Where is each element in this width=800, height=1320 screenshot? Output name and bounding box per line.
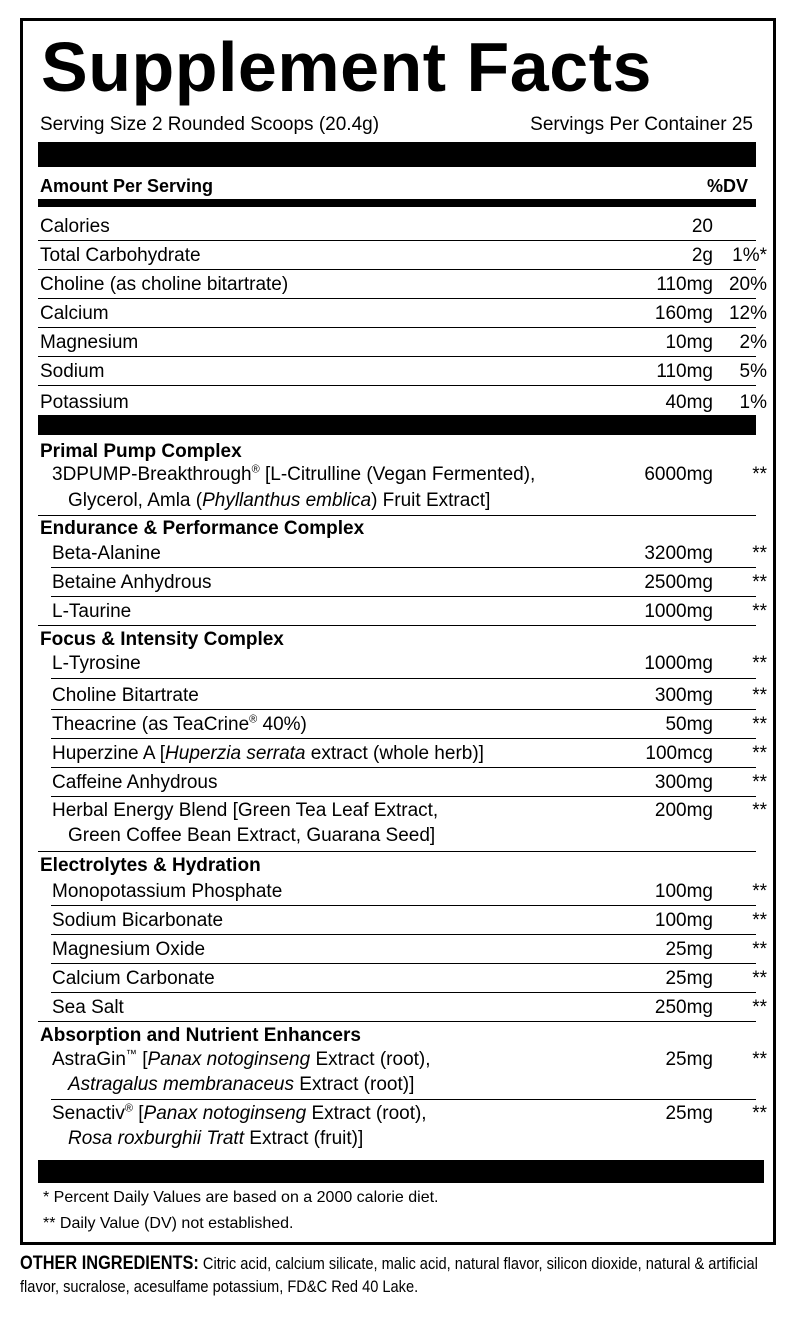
ingredient-dv: ** xyxy=(752,800,767,821)
ingredient-name: L-Tyrosine xyxy=(52,653,141,674)
ingredient-amount: 100mcg xyxy=(645,743,713,764)
ingredient-name: Betaine Anhydrous xyxy=(52,572,212,593)
ingredient-name: L-Taurine xyxy=(52,601,132,622)
ingredient-name-line2: Glycerol, Amla (Phyllanthus emblica) Fruit Extract] xyxy=(68,490,491,511)
ingredient-dv: ** xyxy=(752,714,767,735)
ingredient-amount: 25mg xyxy=(665,1103,713,1124)
amount-per-serving-header: Amount Per Serving xyxy=(40,176,214,196)
ingredient-dv: ** xyxy=(752,1103,767,1124)
nutrient-amount: 20 xyxy=(691,216,713,237)
nutrient-amount: 160mg xyxy=(654,303,713,324)
panel-title: Supplement Facts xyxy=(41,28,652,106)
ingredient-name: Theacrine (as TeaCrine® 40%) xyxy=(52,713,307,735)
ingredient-dv: ** xyxy=(752,685,767,706)
medium-divider xyxy=(38,199,756,207)
ingredient-name: Magnesium Oxide xyxy=(52,939,206,960)
ingredient-name: Monopotassium Phosphate xyxy=(52,881,283,902)
nutrient-name: Magnesium xyxy=(40,332,139,353)
dv-header: %DV xyxy=(706,176,748,196)
nutrient-dv: 12% xyxy=(728,303,767,324)
ingredient-dv: ** xyxy=(752,997,767,1018)
nutrient-dv: 5% xyxy=(739,361,767,382)
ingredient-amount: 200mg xyxy=(654,800,713,821)
ingredient-dv: ** xyxy=(752,572,767,593)
section-title-electrolytes: Electrolytes & Hydration xyxy=(40,855,261,876)
section-divider xyxy=(38,515,756,516)
footnote-percent-dv: * Percent Daily Values are based on a 2000 calorie diet. xyxy=(43,1189,439,1206)
ingredient-name: 3DPUMP-Breakthrough® [L-Citrulline (Vegan Fermented), xyxy=(52,463,536,485)
ingredient-dv: ** xyxy=(752,464,767,485)
servings-per-container: Servings Per Container 25 xyxy=(530,114,753,135)
nutrient-dv: 20% xyxy=(728,274,767,295)
row-divider xyxy=(51,934,756,935)
row-divider xyxy=(38,298,756,299)
row-divider xyxy=(51,567,756,568)
ingredient-amount: 1000mg xyxy=(644,601,713,622)
ingredient-amount: 300mg xyxy=(654,772,713,793)
section-title-endurance: Endurance & Performance Complex xyxy=(40,518,365,539)
ingredient-amount: 2500mg xyxy=(644,572,713,593)
ingredient-amount: 25mg xyxy=(665,968,713,989)
ingredient-amount: 25mg xyxy=(665,939,713,960)
ingredient-name: Senactiv® [Panax notoginseng Extract (root), xyxy=(52,1102,427,1124)
ingredient-amount: 300mg xyxy=(654,685,713,706)
nutrient-name: Sodium xyxy=(40,361,105,382)
ingredient-dv: ** xyxy=(752,601,767,622)
thick-divider xyxy=(38,142,756,167)
ingredient-amount: 3200mg xyxy=(644,543,713,564)
row-divider xyxy=(51,992,756,993)
ingredient-dv: ** xyxy=(752,910,767,931)
ingredient-name-line2: Astragalus membranaceus Extract (root)] xyxy=(68,1074,415,1095)
row-divider xyxy=(51,678,756,679)
ingredient-dv: ** xyxy=(752,743,767,764)
nutrient-name: Total Carbohydrate xyxy=(40,245,201,266)
ingredient-name: Herbal Energy Blend [Green Tea Leaf Extract, xyxy=(52,800,439,821)
ingredient-name: Sea Salt xyxy=(52,997,124,1018)
ingredient-name: Caffeine Anhydrous xyxy=(52,772,218,793)
ingredient-dv: ** xyxy=(752,543,767,564)
serving-size: Serving Size 2 Rounded Scoops (20.4g) xyxy=(40,114,380,135)
nutrient-name: Potassium xyxy=(40,392,129,413)
ingredient-dv: ** xyxy=(752,881,767,902)
ingredient-name: Beta-Alanine xyxy=(52,543,161,564)
supplement-facts-panel xyxy=(20,18,776,1245)
nutrient-dv: 1%* xyxy=(732,245,767,266)
ingredient-name-line2: Green Coffee Bean Extract, Guarana Seed] xyxy=(68,825,436,846)
other-ingredients-text: Citric acid, calcium silicate, malic acid, natural flavor, silicon dioxide, natural & artificial flavor, sucralose, acesulfame potassium, FD&C Red 40 Lake. xyxy=(20,1254,758,1296)
ingredient-amount: 25mg xyxy=(665,1049,713,1070)
row-divider xyxy=(38,385,756,386)
nutrient-amount: 2g xyxy=(691,245,713,266)
nutrient-name: Choline (as choline bitartrate) xyxy=(40,274,289,295)
section-title-primal: Primal Pump Complex xyxy=(40,441,242,462)
ingredient-amount: 100mg xyxy=(654,910,713,931)
nutrient-dv: 2% xyxy=(739,332,767,353)
ingredient-name-line2: Rosa roxburghii Tratt Extract (fruit)] xyxy=(68,1128,364,1149)
row-divider xyxy=(51,905,756,906)
ingredient-name: AstraGin™ [Panax notoginseng Extract (root), xyxy=(52,1048,431,1070)
row-divider xyxy=(51,767,756,768)
nutrient-dv: 1% xyxy=(739,392,767,413)
ingredient-amount: 50mg xyxy=(665,714,713,735)
ingredient-dv: ** xyxy=(752,939,767,960)
ingredient-amount: 1000mg xyxy=(644,653,713,674)
section-divider xyxy=(38,1021,756,1022)
other-ingredients xyxy=(20,1252,785,1298)
row-divider xyxy=(51,1099,756,1100)
ingredient-amount: 6000mg xyxy=(644,464,713,485)
ingredient-name: Sodium Bicarbonate xyxy=(52,910,224,931)
row-divider xyxy=(38,356,756,357)
section-title-focus: Focus & Intensity Complex xyxy=(40,629,284,650)
section-divider xyxy=(38,625,756,626)
nutrient-name: Calories xyxy=(40,216,110,237)
ingredient-name: Huperzine A [Huperzia serrata extract (whole herb)] xyxy=(52,743,484,764)
nutrient-amount: 40mg xyxy=(665,392,713,413)
nutrient-amount: 110mg xyxy=(656,361,713,382)
row-divider xyxy=(51,596,756,597)
row-divider xyxy=(51,796,756,797)
thick-divider xyxy=(38,1160,764,1183)
ingredient-dv: ** xyxy=(752,968,767,989)
row-divider xyxy=(51,709,756,710)
ingredient-dv: ** xyxy=(752,772,767,793)
nutrient-name: Calcium xyxy=(40,303,109,324)
other-ingredients-label: OTHER INGREDIENTS: xyxy=(20,1253,199,1274)
ingredient-name: Calcium Carbonate xyxy=(52,968,215,989)
section-title-absorption: Absorption and Nutrient Enhancers xyxy=(40,1025,361,1046)
row-divider xyxy=(38,269,756,270)
ingredient-dv: ** xyxy=(752,653,767,674)
section-divider xyxy=(38,851,756,852)
nutrient-amount: 110mg xyxy=(656,274,713,295)
ingredient-amount: 250mg xyxy=(654,997,713,1018)
nutrient-amount: 10mg xyxy=(665,332,713,353)
row-divider xyxy=(38,327,756,328)
ingredient-dv: ** xyxy=(752,1049,767,1070)
row-divider xyxy=(51,963,756,964)
ingredient-name: Choline Bitartrate xyxy=(52,685,199,706)
footnote-dv-not-established: ** Daily Value (DV) not established. xyxy=(43,1215,294,1232)
row-divider xyxy=(51,738,756,739)
thick-divider xyxy=(38,415,756,435)
row-divider xyxy=(38,240,756,241)
ingredient-amount: 100mg xyxy=(654,881,713,902)
